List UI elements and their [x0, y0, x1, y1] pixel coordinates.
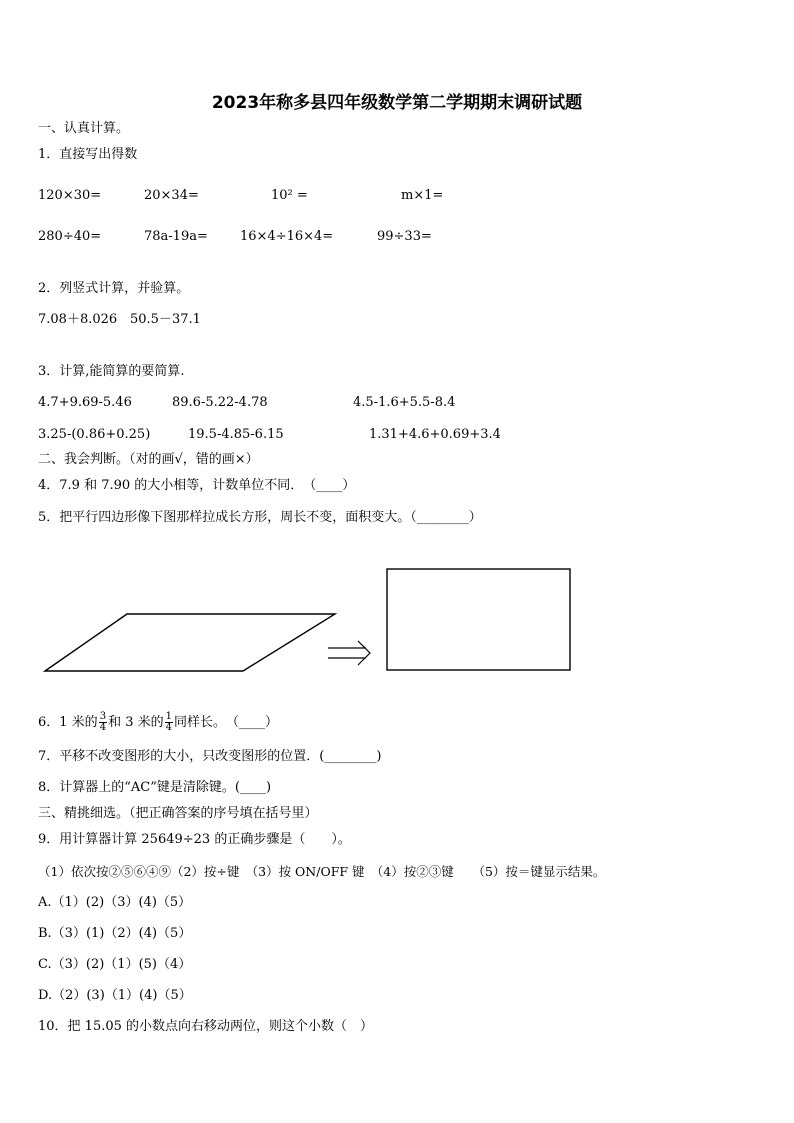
page-title: 2023年称多县四年级数学第二学期期末调研试题 — [211, 93, 583, 113]
question-7: 7．平移不改变图形的大小，只改变图形的位置．(________) — [38, 749, 382, 764]
section-heading-3: 三、精挑细选。（把正确答案的序号填在括号里） — [38, 806, 318, 821]
q3-item-6: 1.31+4.6+0.69+3.4 — [369, 427, 501, 442]
q9-option-b: B.（3）(1)（2）(4)（5） — [38, 926, 192, 941]
q2-item-1: 7.08＋8.026 — [38, 312, 118, 327]
q1-item-4: m×1= — [401, 188, 444, 203]
question-10: 10．把 15.05 的小数点向右移动两位，则这个小数（ ） — [38, 1019, 374, 1034]
q3-item-5: 19.5-4.85-6.15 — [188, 427, 284, 442]
q1-item-3: 10² = — [271, 188, 308, 203]
q3-item-4: 3.25-(0.86+0.25) — [38, 427, 151, 442]
q3-item-2: 89.6-5.22-4.78 — [172, 395, 268, 410]
q3-item-3: 4.5-1.6+5.5-8.4 — [353, 395, 456, 410]
question-3-label: 3．计算,能简算的要简算. — [38, 364, 185, 379]
fraction-one-quarter: $\frac{1}{4}$ — [165, 711, 172, 733]
question-9-steps: （1）依次按②⑤⑥④⑨（2）按÷键 （3）按 ON/OFF 键 （4）按②③键 （5）按＝键显示结果。 — [38, 864, 606, 879]
q1-item-2: 20×34= — [144, 188, 199, 203]
q9-option-a: A.（1）(2)（3）(4)（5） — [38, 895, 192, 910]
q9-option-c: C.（3）(2)（1）(5)（4） — [38, 957, 192, 972]
section-heading-1: 一、认真计算。 — [38, 121, 130, 136]
q1-item-1: 120×30= — [38, 188, 102, 203]
section-heading-2: 二、我会判断。（对的画√，错的画×） — [38, 452, 259, 467]
question-9-stem: 9．用计算器计算 25649÷23 的正确步骤是（ ）。 — [38, 832, 351, 847]
q1-item-7: 16×4÷16×4= — [240, 229, 334, 244]
parallelogram-shape — [45, 614, 335, 671]
question-5: 5．把平行四边形像下图那样拉成长方形，周长不变，面积变大。（________） — [38, 510, 482, 525]
question-4: 4．7.9 和 7.90 的大小相等，计数单位不同． （____） — [38, 478, 356, 493]
q9-option-d: D.（2）(3)（1）(4)（5） — [38, 988, 192, 1003]
question-2-label: 2．列竖式计算，并验算。 — [38, 281, 190, 296]
q3-item-1: 4.7+9.69-5.46 — [38, 395, 132, 410]
q1-item-5: 280÷40= — [38, 229, 102, 244]
question-6: 6．1 米的 $\frac{3}{4}$ 和 3 米的 $\frac{1}{4}$ 同样长。 （____） — [38, 711, 278, 733]
double-arrow-icon — [328, 641, 370, 665]
question-8: 8．计算器上的“AC”键是清除键。(____) — [38, 780, 272, 795]
q1-item-8: 99÷33= — [377, 229, 432, 244]
q1-item-6: 78a-19a= — [144, 229, 208, 244]
rectangle-shape — [387, 569, 570, 670]
parallelogram-to-rectangle-figure — [40, 562, 580, 678]
fraction-three-quarters: $\frac{3}{4}$ — [99, 711, 107, 733]
question-1-label: 1．直接写出得数 — [38, 147, 138, 162]
q2-item-2: 50.5－37.1 — [130, 312, 201, 327]
